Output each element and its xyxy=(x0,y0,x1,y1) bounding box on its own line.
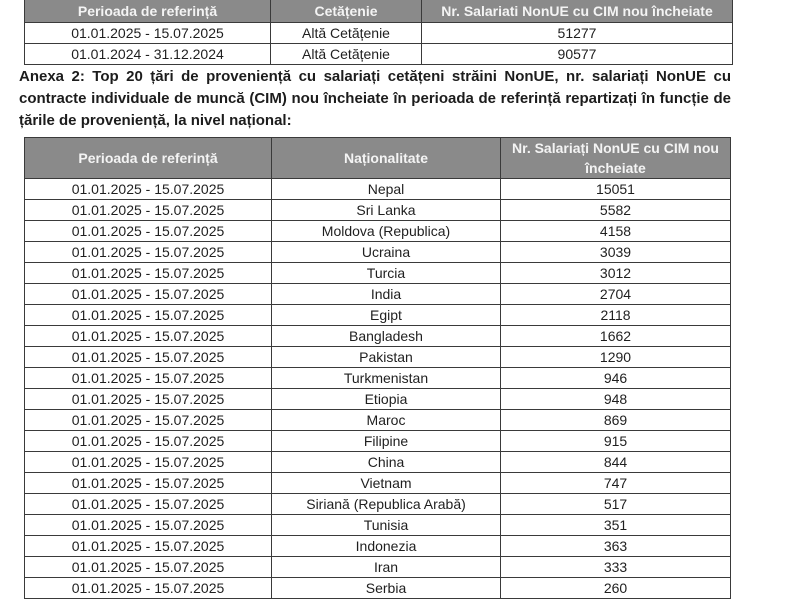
header-row xyxy=(25,138,731,179)
employee-count-cell: 260 xyxy=(501,578,731,599)
reference-period-cell: 01.01.2025 - 15.07.2025 xyxy=(25,200,272,221)
nationality-cell: Sri Lanka xyxy=(272,200,501,221)
citizenship-cell: Altă Cetățenie xyxy=(271,44,422,65)
reference-period-cell: 01.01.2024 - 31.12.2024 xyxy=(25,44,271,65)
employee-count-cell: 15051 xyxy=(501,179,731,200)
annex-2-heading: Anexa 2: Top 20 țări de proveniență cu salariați cetățeni străini NonUE, nr. salariați NonUE cu contracte individuale de muncă (CIM) nou încheiate în perioada de referință repartizați în funcție de țările de proveniență, la nivel național: xyxy=(19,68,731,129)
table-row xyxy=(25,263,731,284)
reference-period-cell: 01.01.2025 - 15.07.2025 xyxy=(25,221,272,242)
nationality-cell: India xyxy=(272,284,501,305)
table-row xyxy=(25,452,731,473)
employee-count-cell: 4158 xyxy=(501,221,731,242)
reference-period-cell: 01.01.2025 - 15.07.2025 xyxy=(25,179,272,200)
reference-period-cell: 01.01.2025 - 15.07.2025 xyxy=(25,23,271,44)
reference-period-cell: 01.01.2025 - 15.07.2025 xyxy=(25,452,272,473)
header-row xyxy=(25,0,733,23)
column-header-employee-count: Nr. Salariați NonUE cu CIM nou încheiate xyxy=(501,138,731,179)
reference-period-cell: 01.01.2025 - 15.07.2025 xyxy=(25,305,272,326)
top-20-nationalities-body xyxy=(25,179,731,599)
nationality-cell: Nepal xyxy=(272,179,501,200)
table-row xyxy=(25,242,731,263)
column-header-nationality: Naționalitate xyxy=(272,138,501,179)
citizenship-cell: Altă Cetățenie xyxy=(271,23,422,44)
reference-period-cell: 01.01.2025 - 15.07.2025 xyxy=(25,389,272,410)
table-row xyxy=(25,578,731,599)
employee-count-cell: 90577 xyxy=(422,44,733,65)
reference-period-cell: 01.01.2025 - 15.07.2025 xyxy=(25,242,272,263)
column-header-citizenship: Cetățenie xyxy=(271,0,422,23)
table-row xyxy=(25,44,733,65)
employee-count-cell: 3012 xyxy=(501,263,731,284)
employee-count-cell: 351 xyxy=(501,515,731,536)
reference-period-cell: 01.01.2025 - 15.07.2025 xyxy=(25,578,272,599)
nationality-cell: Tunisia xyxy=(272,515,501,536)
nationality-cell: Turkmenistan xyxy=(272,368,501,389)
reference-period-cell: 01.01.2025 - 15.07.2025 xyxy=(25,494,272,515)
reference-period-cell: 01.01.2025 - 15.07.2025 xyxy=(25,536,272,557)
employee-count-cell: 517 xyxy=(501,494,731,515)
citizenship-summary-body xyxy=(25,23,733,65)
column-header-reference-period: Perioada de referință xyxy=(25,138,272,179)
table-row xyxy=(25,23,733,44)
citizenship-summary-table xyxy=(24,0,733,65)
employee-count-cell: 747 xyxy=(501,473,731,494)
table-row xyxy=(25,431,731,452)
table-row xyxy=(25,284,731,305)
nationality-cell: Etiopia xyxy=(272,389,501,410)
reference-period-cell: 01.01.2025 - 15.07.2025 xyxy=(25,473,272,494)
employee-count-cell: 51277 xyxy=(422,23,733,44)
employee-count-cell: 915 xyxy=(501,431,731,452)
employee-count-cell: 2704 xyxy=(501,284,731,305)
nationality-cell: Ucraina xyxy=(272,242,501,263)
reference-period-cell: 01.01.2025 - 15.07.2025 xyxy=(25,368,272,389)
column-header-employee-count: Nr. Salariati NonUE cu CIM nou încheiate xyxy=(422,0,733,23)
reference-period-cell: 01.01.2025 - 15.07.2025 xyxy=(25,515,272,536)
nationality-cell: Moldova (Republica) xyxy=(272,221,501,242)
nationality-cell: Vietnam xyxy=(272,473,501,494)
table-row xyxy=(25,389,731,410)
table-row xyxy=(25,347,731,368)
table-row xyxy=(25,494,731,515)
table-row xyxy=(25,305,731,326)
table-row xyxy=(25,221,731,242)
reference-period-cell: 01.01.2025 - 15.07.2025 xyxy=(25,284,272,305)
nationality-cell: Filipine xyxy=(272,431,501,452)
table-row xyxy=(25,326,731,347)
reference-period-cell: 01.01.2025 - 15.07.2025 xyxy=(25,263,272,284)
employee-count-cell: 869 xyxy=(501,410,731,431)
table-row xyxy=(25,368,731,389)
table-row xyxy=(25,473,731,494)
table-row xyxy=(25,410,731,431)
citizenship-summary-header xyxy=(25,0,733,23)
nationality-cell: Pakistan xyxy=(272,347,501,368)
employee-count-cell: 948 xyxy=(501,389,731,410)
employee-count-cell: 3039 xyxy=(501,242,731,263)
table-row xyxy=(25,515,731,536)
employee-count-cell: 946 xyxy=(501,368,731,389)
employee-count-cell: 333 xyxy=(501,557,731,578)
nationality-cell: Serbia xyxy=(272,578,501,599)
table-row xyxy=(25,557,731,578)
nationality-cell: Maroc xyxy=(272,410,501,431)
reference-period-cell: 01.01.2025 - 15.07.2025 xyxy=(25,410,272,431)
nationality-cell: China xyxy=(272,452,501,473)
table-row xyxy=(25,536,731,557)
employee-count-cell: 2118 xyxy=(501,305,731,326)
employee-count-cell: 1290 xyxy=(501,347,731,368)
employee-count-cell: 5582 xyxy=(501,200,731,221)
top-20-nationalities-header xyxy=(25,138,731,179)
reference-period-cell: 01.01.2025 - 15.07.2025 xyxy=(25,326,272,347)
nationality-cell: Iran xyxy=(272,557,501,578)
employee-count-cell: 844 xyxy=(501,452,731,473)
employee-count-cell: 1662 xyxy=(501,326,731,347)
employee-count-cell: 363 xyxy=(501,536,731,557)
table-row xyxy=(25,179,731,200)
reference-period-cell: 01.01.2025 - 15.07.2025 xyxy=(25,557,272,578)
reference-period-cell: 01.01.2025 - 15.07.2025 xyxy=(25,347,272,368)
nationality-cell: Siriană (Republica Arabă) xyxy=(272,494,501,515)
top-20-nationalities-table xyxy=(24,137,731,599)
reference-period-cell: 01.01.2025 - 15.07.2025 xyxy=(25,431,272,452)
nationality-cell: Indonezia xyxy=(272,536,501,557)
column-header-reference-period: Perioada de referință xyxy=(25,0,271,23)
nationality-cell: Egipt xyxy=(272,305,501,326)
table-row xyxy=(25,200,731,221)
nationality-cell: Turcia xyxy=(272,263,501,284)
nationality-cell: Bangladesh xyxy=(272,326,501,347)
